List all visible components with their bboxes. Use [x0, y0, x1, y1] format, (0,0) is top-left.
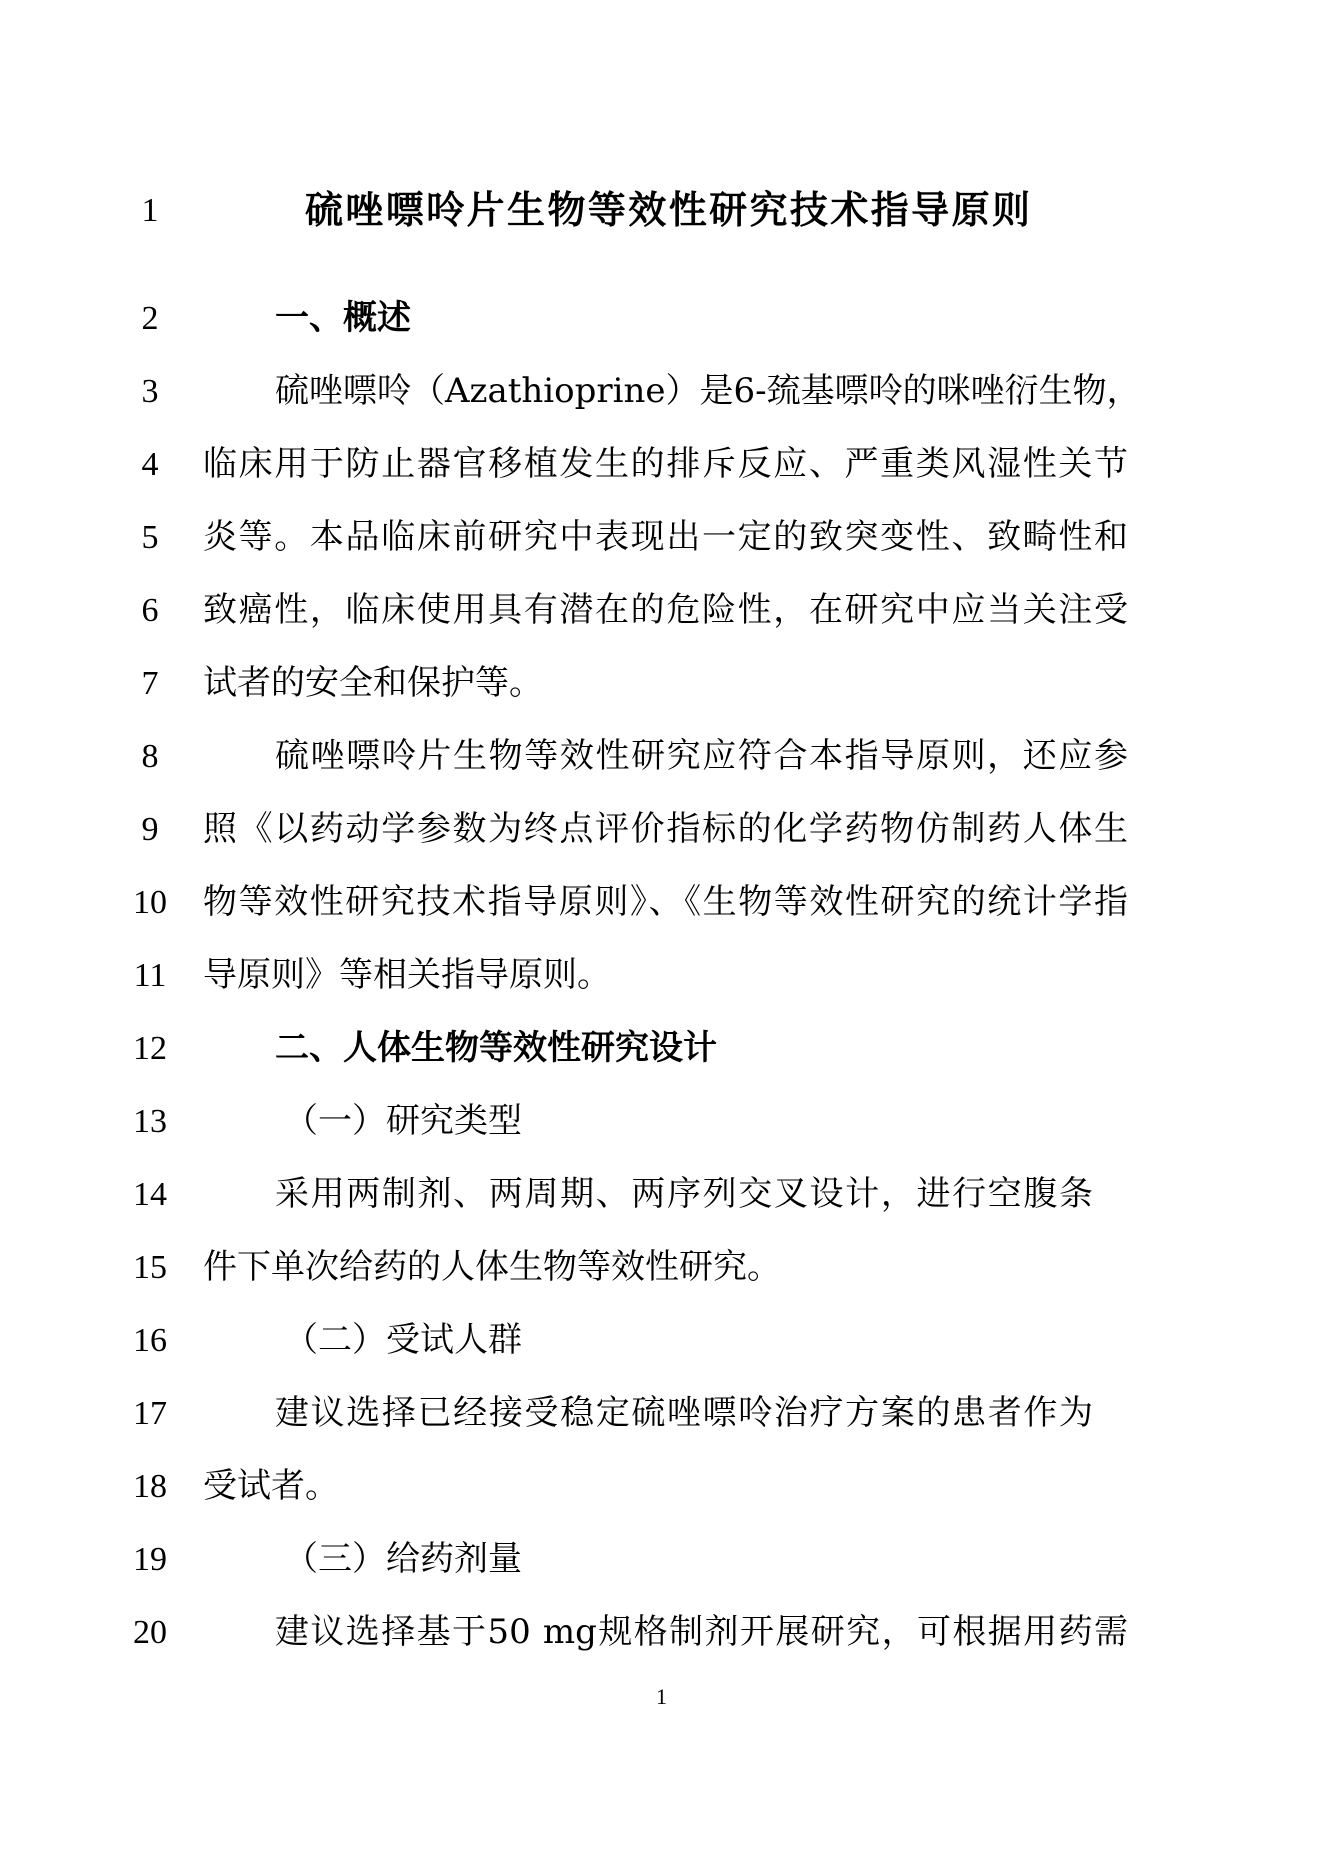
line-number: 9 [141, 811, 159, 848]
line-number: 14 [133, 1176, 167, 1213]
line-11 [0, 939, 1323, 1012]
paragraph-line: 硫唑嘌呤片生物等效性研究应符合本指导原则，还应参 [275, 736, 1128, 776]
subsection-heading: （一）研究类型 [284, 1101, 522, 1141]
line-number: 11 [133, 957, 167, 994]
paragraph-line: 件下单次给药的人体生物等效性研究。 [203, 1247, 781, 1287]
paragraph-line: 硫唑嘌呤（Azathioprine）是6-巯基嘌呤的咪唑衍生物， [275, 371, 1141, 411]
line-8 [0, 720, 1323, 793]
paragraph-line: 照《以药动学参数为终点评价指标的化学药物仿制药人体生 [203, 809, 1128, 849]
line-number: 6 [141, 592, 159, 629]
line-14 [0, 1158, 1323, 1231]
line-7 [0, 647, 1323, 720]
subsection-heading: （二）受试人群 [284, 1320, 522, 1360]
line-17 [0, 1377, 1323, 1450]
line-2 [0, 282, 1323, 355]
document-title: 硫唑嘌呤片生物等效性研究技术指导原则 [305, 188, 1030, 232]
paragraph-line: 建议选择基于50 mg规格制剂开展研究，可根据用药需 [275, 1612, 1128, 1652]
line-number: 7 [141, 665, 159, 702]
line-number: 10 [133, 884, 167, 921]
page-number: 1 [656, 1684, 667, 1709]
section-heading: 一、概述 [275, 298, 411, 338]
paragraph-line: 炎等。本品临床前研究中表现出一定的致突变性、致畸性和 [203, 517, 1128, 557]
paragraph-line: 试者的安全和保护等。 [203, 663, 543, 703]
line-number: 4 [141, 446, 159, 483]
line-number: 13 [133, 1103, 167, 1140]
line-6 [0, 574, 1323, 647]
line-number: 5 [141, 519, 159, 556]
line-20 [0, 1596, 1323, 1669]
line-13 [0, 1085, 1323, 1158]
line-9 [0, 793, 1323, 866]
line-number: 1 [141, 192, 159, 229]
line-number: 17 [133, 1395, 167, 1432]
paragraph-line: 采用两制剂、两周期、两序列交叉设计，进行空腹条 [275, 1174, 1093, 1214]
line-12 [0, 1012, 1323, 1085]
section-heading: 二、人体生物等效性研究设计 [275, 1028, 717, 1068]
line-number: 3 [141, 373, 159, 410]
line-15 [0, 1231, 1323, 1304]
paragraph-line: 建议选择已经接受稳定硫唑嘌呤治疗方案的患者作为 [275, 1393, 1093, 1433]
subsection-heading: （三）给药剂量 [284, 1539, 522, 1579]
line-number: 2 [141, 300, 159, 337]
line-number: 20 [133, 1614, 167, 1651]
line-number: 15 [133, 1249, 167, 1286]
paragraph-line: 受试者。 [203, 1466, 339, 1506]
paragraph-line: 导原则》等相关指导原则。 [203, 955, 611, 995]
paragraph-line: 致癌性，临床使用具有潜在的危险性，在研究中应当关注受 [203, 590, 1128, 630]
line-1 [0, 174, 1323, 247]
line-number: 16 [133, 1322, 167, 1359]
line-19 [0, 1523, 1323, 1596]
line-16 [0, 1304, 1323, 1377]
line-3 [0, 355, 1323, 428]
line-number: 12 [133, 1030, 167, 1067]
line-number: 19 [133, 1541, 167, 1578]
paragraph-line: 物等效性研究技术指导原则》、《生物等效性研究的统计学指 [203, 882, 1128, 922]
line-5 [0, 501, 1323, 574]
line-10 [0, 866, 1323, 939]
line-number: 8 [141, 738, 159, 775]
paragraph-line: 临床用于防止器官移植发生的排斥反应、严重类风湿性关节 [203, 444, 1128, 484]
line-number: 18 [133, 1468, 167, 1505]
line-4 [0, 428, 1323, 501]
line-18 [0, 1450, 1323, 1523]
